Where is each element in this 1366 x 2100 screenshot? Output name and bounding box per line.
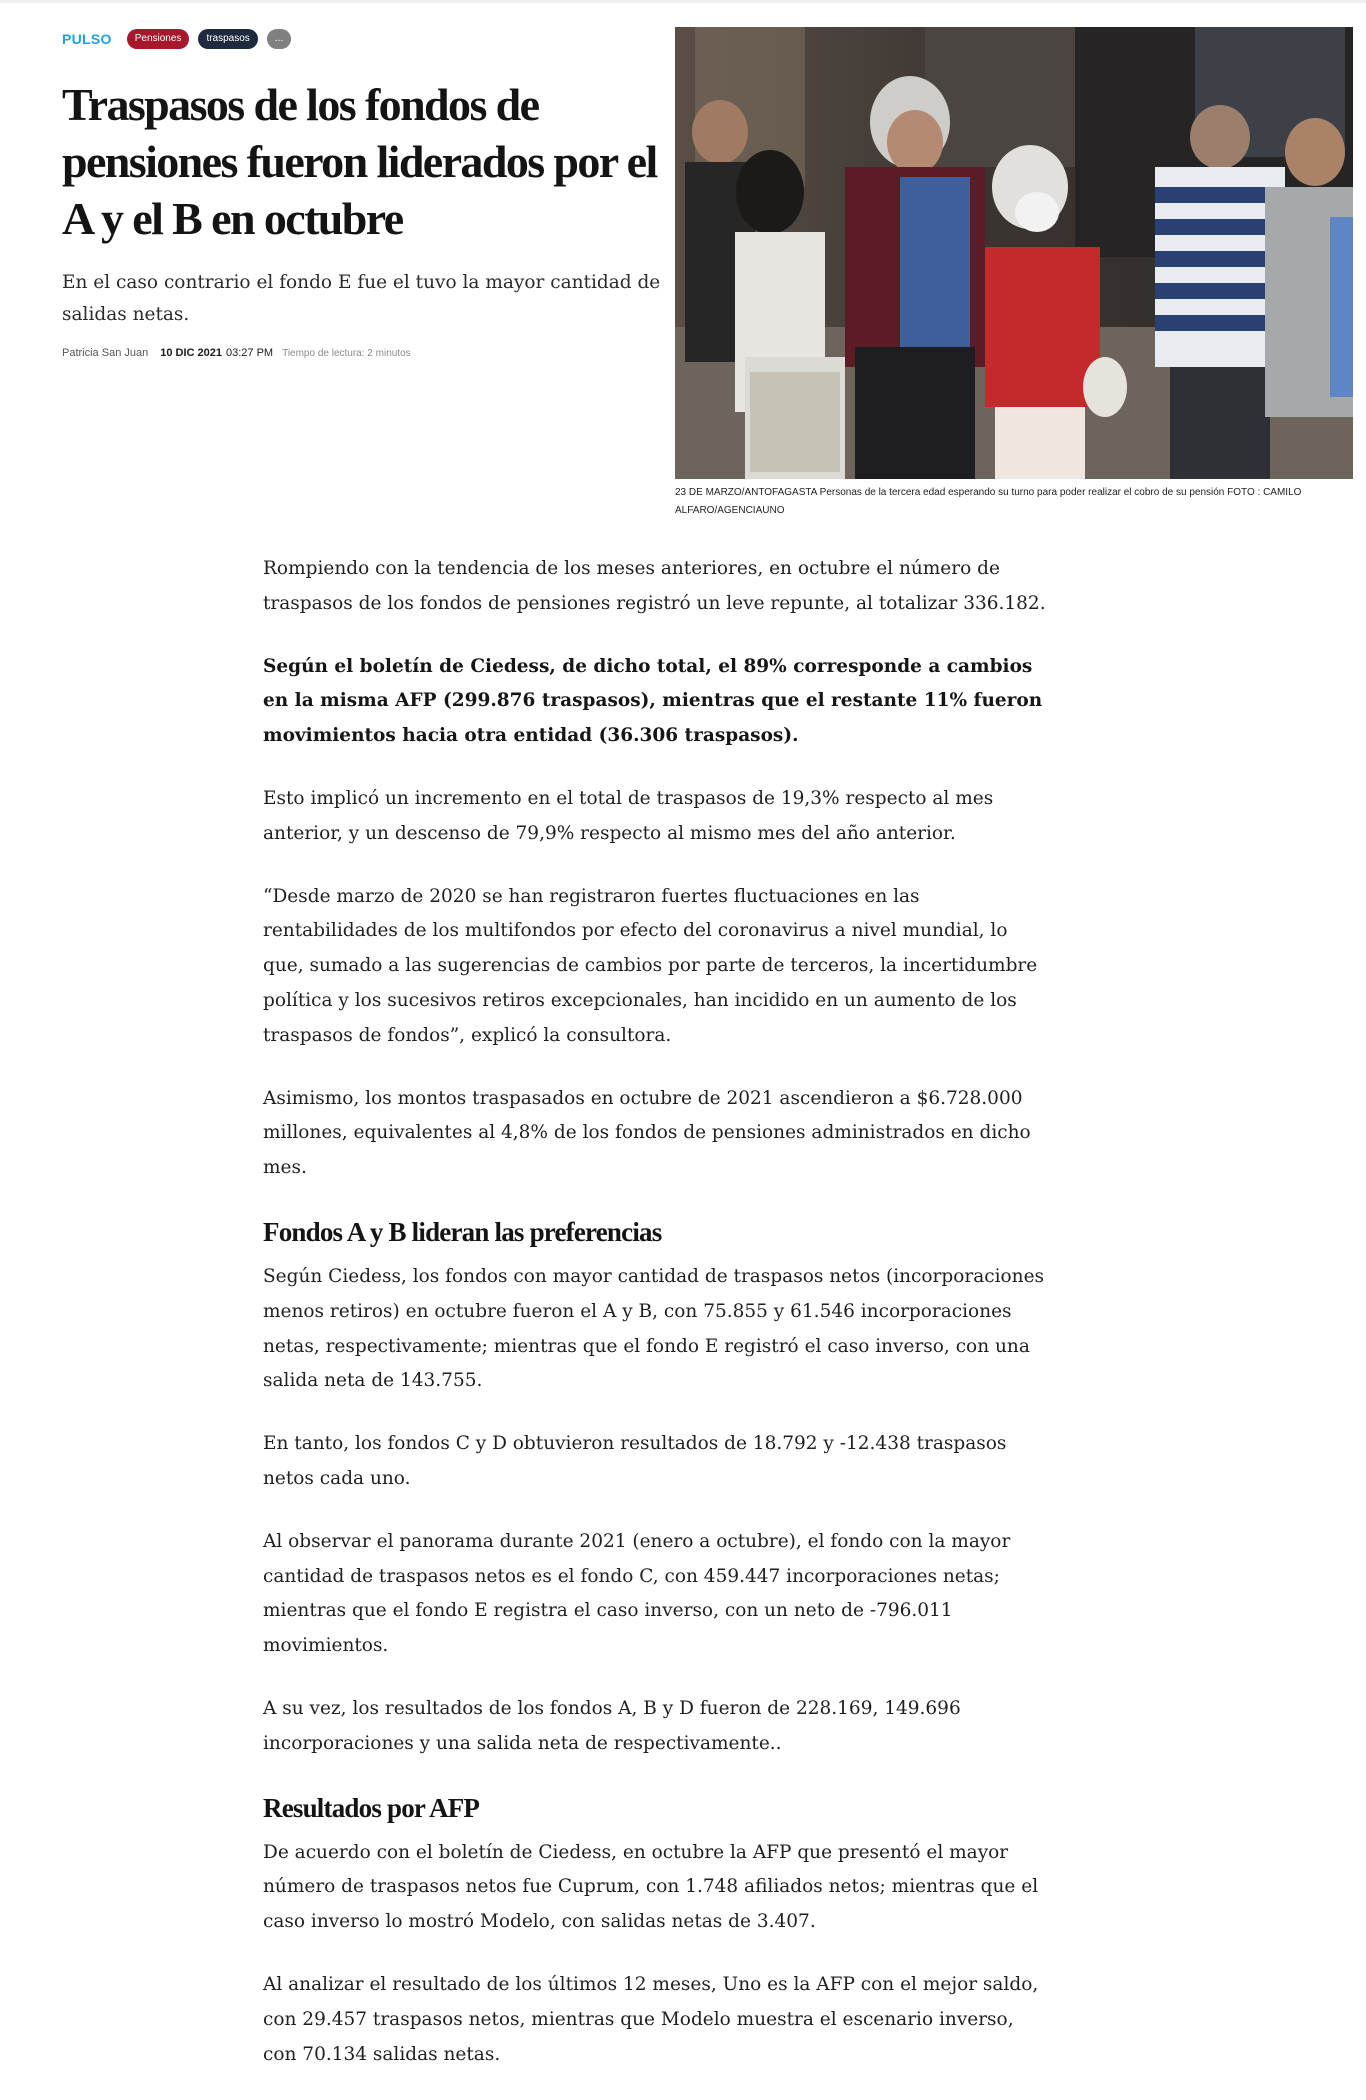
photo-elderly-people-queue [675, 27, 1353, 479]
section-heading: Resultados por AFP [263, 1792, 480, 1823]
paragraph: Asimismo, los montos traspasados en octubre de 2021 ascendieron a $6.728.000 millones, equivalentes al 4,8% de los fondos de pensiones administrados en dicho mes. [263, 1087, 1031, 1179]
paragraph: En tanto, los fondos C y D obtuvieron resultados de 18.792 y -12.438 traspasos netos cada uno. [263, 1433, 1007, 1489]
paragraph: “Desde marzo de 2020 se han registraron fuertes fluctuaciones en las rentabilidades de los multifondos por efecto del coronavirus a nivel mundial, lo que, sumado a las sugerencias de cambios por parte de terceros, la incertidumbre política y los sucesivos retiros excepcionales, han incidido en un aumento de los traspasos de fondos”, explicó la consultora. [263, 885, 1038, 1046]
paragraph: De acuerdo con el boletín de Ciedess, en octubre la AFP que presentó el mayor número de traspasos netos fue Cuprum, con 1.748 afiliados netos; mientras que el caso inverso lo mostró Modelo, con salidas netas de 3.407. [263, 1841, 1039, 1933]
headline: Traspasos de los fondos de pensiones fueron liderados por el A y el B en octubre [62, 79, 657, 244]
paragraph: A su vez, los resultados de los fondos A, B y D fueron de 228.169, 149.696 incorporaciones y una salida neta de respectivamente.. [263, 1697, 961, 1754]
tag-row [62, 28, 662, 50]
byline [62, 347, 662, 359]
tag-traspasos[interactable]: traspasos [198, 29, 257, 49]
article-header [62, 28, 662, 359]
paragraph: Al observar el panorama durante 2021 (enero a octubre), el fondo con la mayor cantidad de traspasos netos es el fondo C, con 459.447 incorporaciones netas; mientras que el fondo E registra el caso inverso, con un neto de -796.011 movimientos. [263, 1530, 1011, 1657]
top-border [0, 0, 1366, 3]
article-body [263, 552, 1049, 2100]
section-link[interactable]: PULSO [62, 31, 112, 47]
paragraph: Rompiendo con la tendencia de los meses anteriores, en octubre el número de traspasos de los fondos de pensiones registró un leve repunte, al totalizar 336.182. [263, 558, 1046, 614]
tag-pensiones[interactable]: Pensiones [127, 29, 190, 49]
publish-date: 10 DIC 2021 [160, 347, 222, 359]
paragraph: Al analizar el resultado de los últimos 12 meses, Uno es la AFP con el mejor saldo, con 29.457 traspasos netos, mientras que Modelo muestra el escenario inverso, con 70.134 salidas netas. [263, 1973, 1039, 2065]
section-heading: Fondos A y B lideran las preferencias [263, 1216, 662, 1247]
photo-caption: 23 DE MARZO/ANTOFAGASTA Personas de la tercera edad esperando su turno para poder realizar el cobro de su pensión FOTO : CAMILO ALFARO/AGENCIAUNO [675, 487, 1302, 516]
author-link[interactable]: Patricia San Juan [62, 347, 149, 359]
publish-time: 03:27 PM [225, 347, 274, 359]
subheadline: En el caso contrario el fondo E fue el tuvo la mayor cantidad de salidas netas. [62, 272, 661, 325]
lead-photo [675, 27, 1353, 479]
reading-time: Tiempo de lectura: 2 minutos [282, 348, 411, 359]
more-tags-button[interactable]: ... [267, 29, 291, 49]
paragraph-bold: Según el boletín de Ciedess, de dicho total, el 89% corresponde a cambios en la misma AFP (299.876 traspasos), mientras que el restante 11% fueron movimientos hacia otra entidad (36.306 traspasos). [263, 655, 1043, 747]
paragraph: Esto implicó un incremento en el total de traspasos de 19,3% respecto al mes anterior, y un descenso de 79,9% respecto al mismo mes del año anterior. [263, 787, 994, 844]
paragraph: Según Ciedess, los fondos con mayor cantidad de traspasos netos (incorporaciones menos retiros) en octubre fueron el A y B, con 75.855 y 61.546 incorporaciones netas, respectivamente; mientras que el fondo E registró el caso inverso, con una salida neta de 143.755. [263, 1265, 1045, 1392]
